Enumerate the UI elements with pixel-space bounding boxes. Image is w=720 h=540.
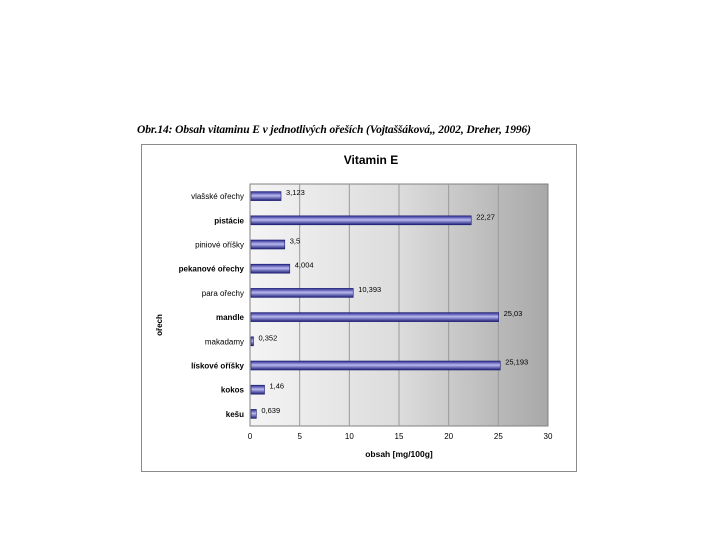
x-tick-label: 15 bbox=[394, 432, 404, 441]
y-axis-title: ořech bbox=[155, 314, 164, 336]
bar bbox=[251, 216, 471, 225]
bar bbox=[251, 192, 281, 201]
x-tick-label: 30 bbox=[543, 432, 553, 441]
category-label: vlašské ořechy bbox=[191, 192, 244, 202]
value-label: 22,27 bbox=[476, 212, 495, 222]
value-label: 25,193 bbox=[505, 357, 529, 367]
value-label: 25,03 bbox=[503, 309, 523, 319]
category-label: mandle bbox=[215, 313, 244, 323]
chart-title: Vitamin E bbox=[343, 153, 399, 167]
category-label: pekanové ořechy bbox=[178, 264, 244, 274]
category-label: lískové oříšky bbox=[191, 361, 244, 371]
value-label: 3,123 bbox=[286, 188, 305, 198]
bar bbox=[251, 313, 499, 322]
bar bbox=[251, 240, 285, 249]
category-label: makadamy bbox=[204, 337, 244, 347]
value-label: 1,46 bbox=[269, 381, 285, 391]
value-label: 0,639 bbox=[261, 405, 281, 415]
bar bbox=[251, 385, 265, 394]
bar bbox=[251, 288, 353, 297]
bar bbox=[251, 264, 290, 273]
x-tick-label: 0 bbox=[247, 432, 253, 441]
category-label: kokos bbox=[220, 385, 244, 395]
category-label: kešu bbox=[225, 409, 244, 419]
x-tick-label: 20 bbox=[444, 432, 454, 441]
category-label: para ořechy bbox=[201, 288, 244, 298]
figure-caption: Obr.14: Obsah vitaminu E v jednotlivých ořeších (Vojtaššáková,, 2002, Dreher, 1996) bbox=[137, 124, 531, 136]
x-axis-title: obsah [mg/100g] bbox=[365, 449, 433, 459]
bar bbox=[251, 337, 253, 346]
category-label: piniové oříšky bbox=[195, 240, 244, 250]
value-label: 0,352 bbox=[258, 333, 278, 343]
bar bbox=[251, 361, 500, 370]
bar bbox=[251, 409, 256, 418]
category-label: pistácie bbox=[214, 216, 244, 226]
x-tick-label: 5 bbox=[297, 432, 302, 441]
x-tick-label: 10 bbox=[344, 432, 354, 441]
value-label: 10,393 bbox=[358, 284, 382, 294]
value-label: 4,004 bbox=[294, 260, 314, 270]
value-label: 3,5 bbox=[289, 236, 301, 246]
x-tick-label: 25 bbox=[493, 432, 503, 441]
